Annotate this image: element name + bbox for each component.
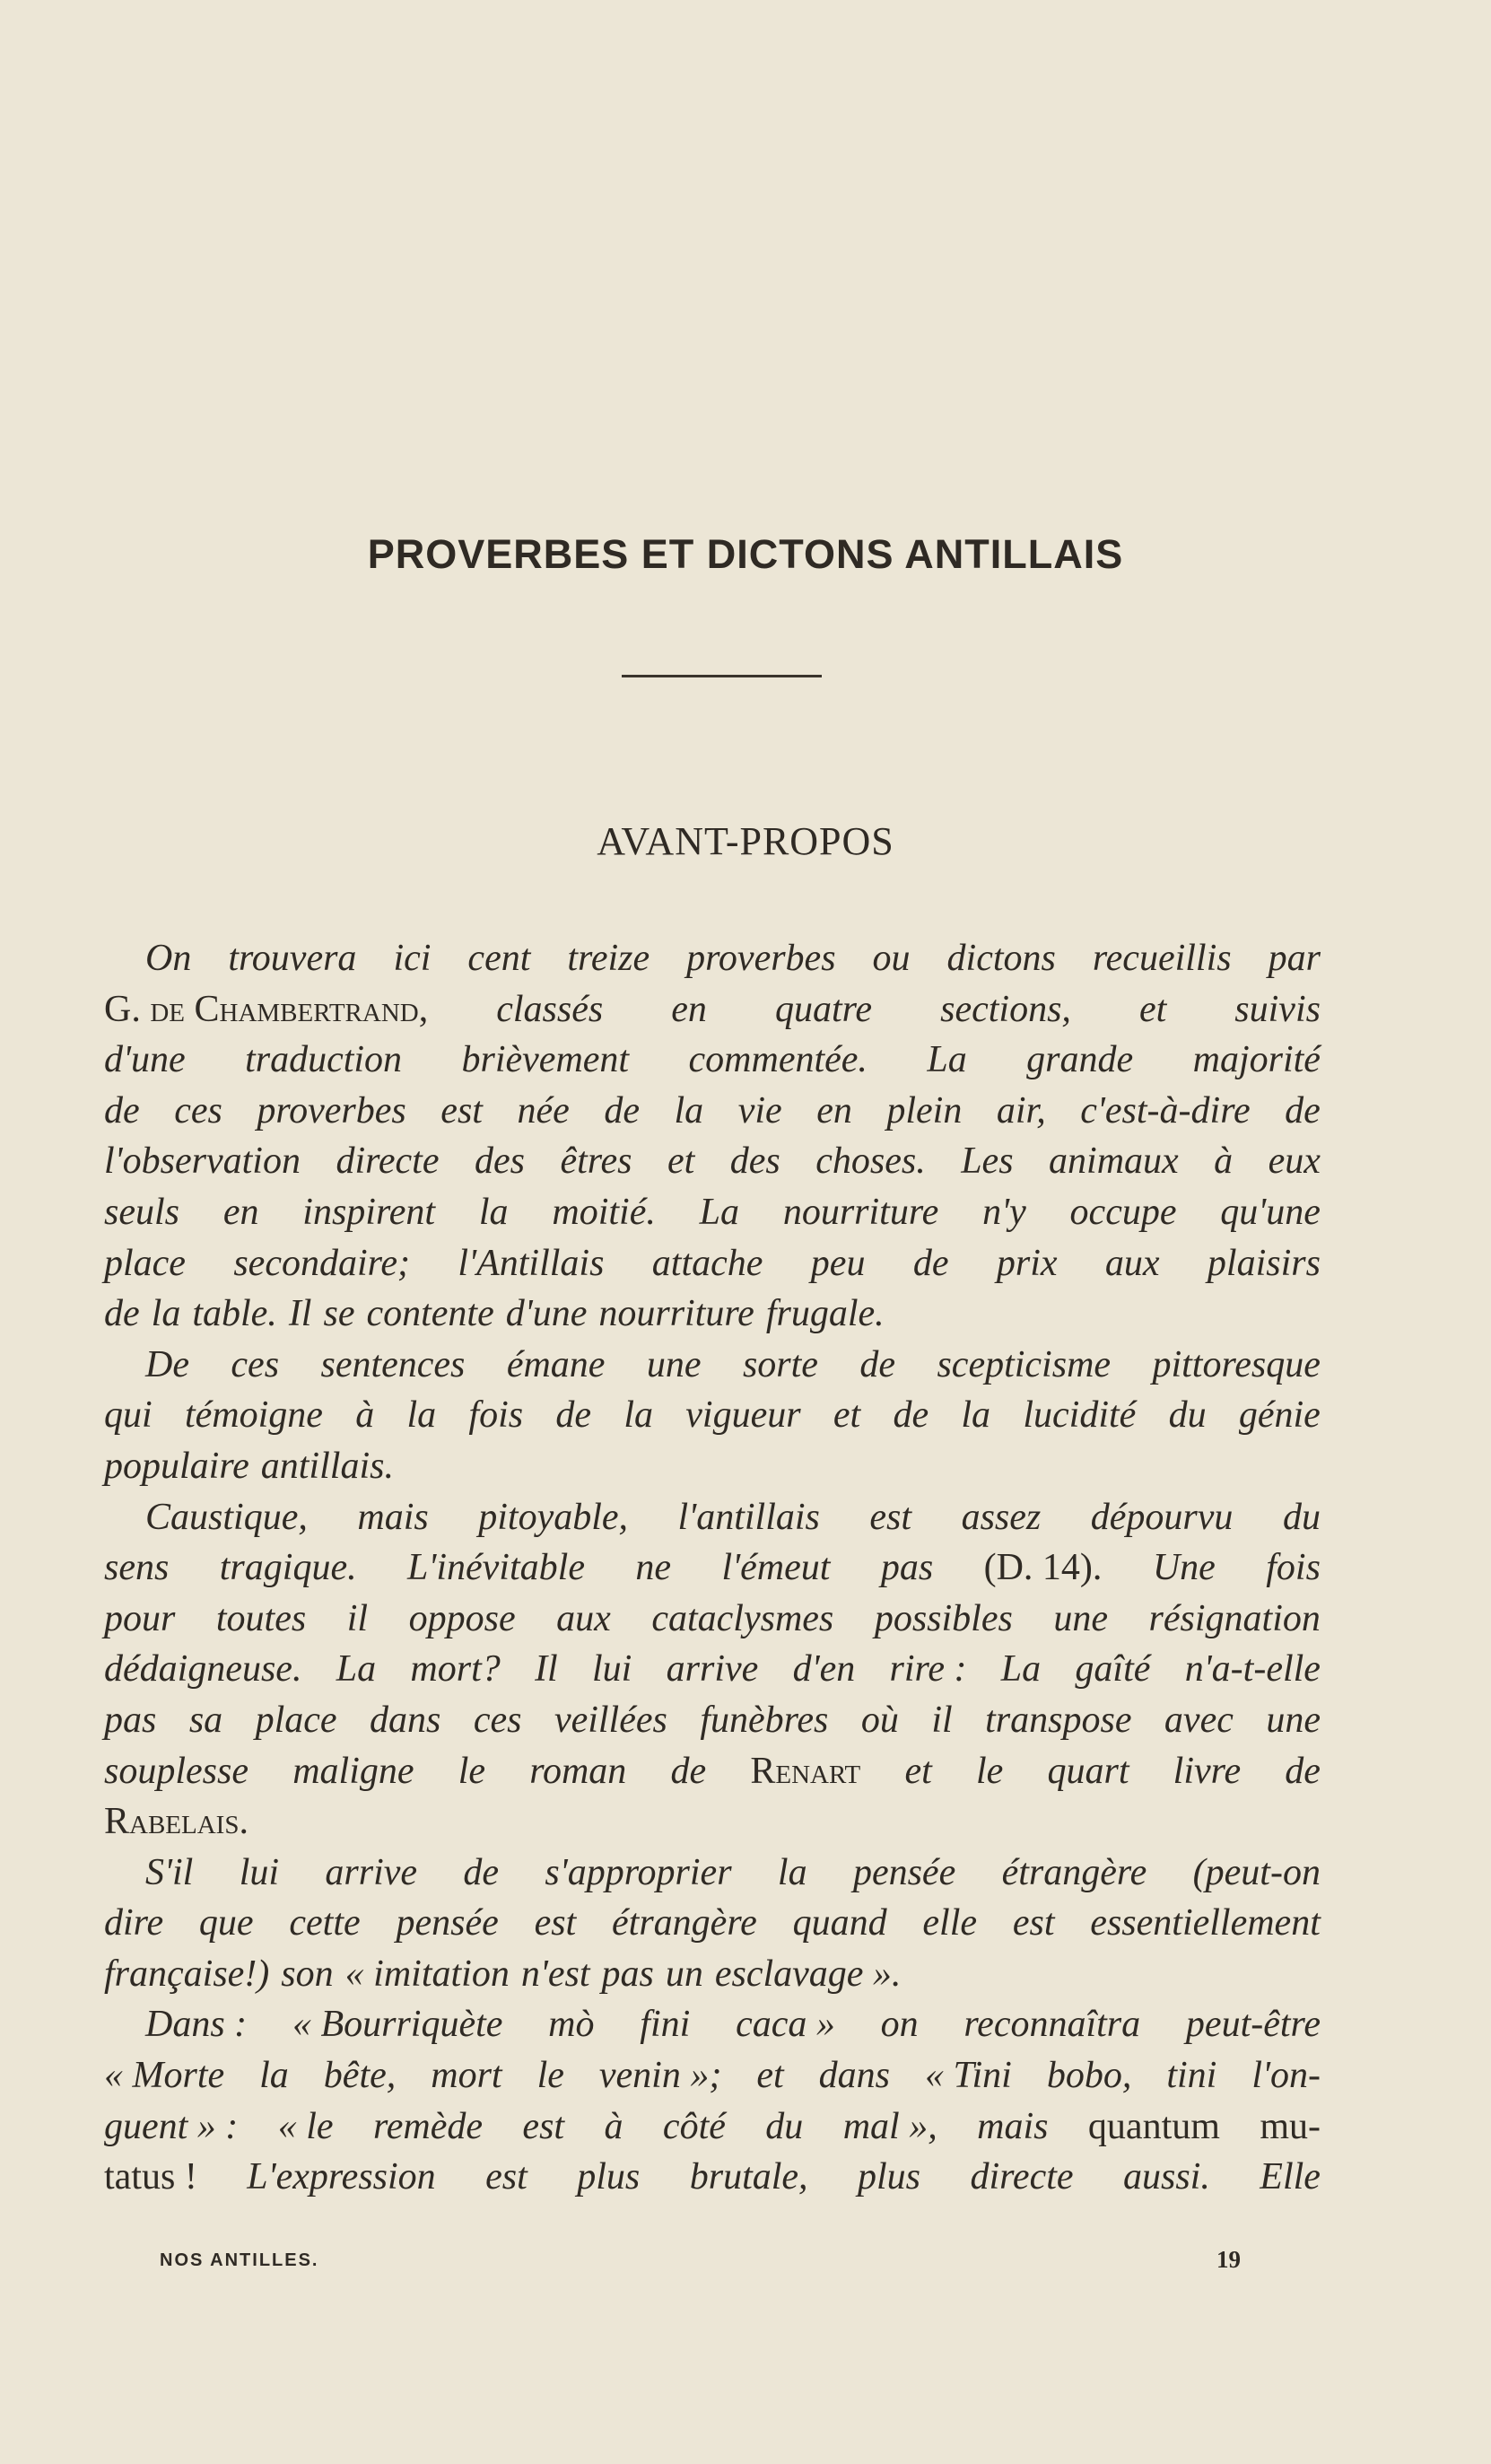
word: treize [567, 938, 650, 979]
word: secondaire; [233, 1242, 411, 1284]
word: mò [548, 2004, 595, 2046]
word: ne [635, 1547, 672, 1589]
word: commentée. [688, 1039, 868, 1081]
word: du [765, 2105, 804, 2147]
word: dédaigneuse. [104, 1648, 302, 1691]
word: seuls [104, 1191, 179, 1233]
word: De [145, 1343, 189, 1385]
word: l'antillais [677, 1496, 820, 1538]
text-line [104, 1898, 1321, 1949]
word: sorte [742, 1343, 818, 1385]
word: arrive [666, 1648, 759, 1691]
word: n'a-t-elle [1184, 1648, 1321, 1691]
word: la [259, 2055, 289, 2097]
word: du [1282, 1496, 1321, 1538]
word: pensée [396, 1902, 499, 1944]
word: proverbes [686, 938, 836, 979]
text-line [104, 1390, 1321, 1441]
word: émane [506, 1343, 606, 1385]
word: (peut-on [1192, 1851, 1321, 1893]
word: dépourvu [1090, 1496, 1234, 1538]
word: de [912, 1242, 949, 1284]
body-text [104, 933, 1321, 2203]
word: directe [970, 2156, 1074, 2198]
word: plus [577, 2156, 641, 2198]
word: côté [662, 2105, 726, 2147]
word: suivis [1234, 988, 1321, 1030]
word: n'y [982, 1191, 1026, 1233]
word: française!) [104, 1953, 270, 1995]
word: nourriture [598, 1293, 754, 1335]
word: mais [357, 1496, 429, 1538]
word: vigueur [685, 1394, 801, 1437]
word: « Morte [104, 2055, 225, 2097]
word: livre [1173, 1750, 1242, 1792]
word: où [860, 1699, 899, 1741]
word: de [104, 1089, 140, 1132]
word: tatus ! [104, 2156, 197, 2198]
word: en [222, 1191, 259, 1233]
word: mal », [842, 2105, 937, 2147]
word: Il [535, 1648, 558, 1691]
word: nourriture [782, 1191, 939, 1233]
text-line [104, 2152, 1321, 2203]
word: bête, [323, 2055, 397, 2097]
word: frugale. [765, 1293, 885, 1335]
text-line [104, 1949, 1321, 2000]
word: place [255, 1699, 337, 1741]
word: un [665, 1953, 703, 1995]
word: populaire [104, 1445, 249, 1487]
word: (D. 14). [983, 1547, 1103, 1589]
word: vie [737, 1089, 782, 1132]
word: choses. [815, 1140, 926, 1183]
word: l'observation [104, 1140, 301, 1183]
word: est [485, 2156, 528, 2198]
word: Rabelais. [104, 1801, 248, 1843]
text-line [104, 1441, 1321, 1492]
word: ces [174, 1089, 222, 1132]
word: funèbres [700, 1699, 829, 1741]
word: pas [880, 1547, 934, 1589]
word: rire : [889, 1648, 967, 1691]
word: fois [468, 1394, 524, 1437]
word: génie [1238, 1394, 1321, 1437]
word: est [440, 1089, 483, 1132]
word: Caustique, [145, 1496, 308, 1538]
word: dictons [946, 938, 1056, 979]
text-line [104, 933, 1321, 984]
word: Une [1152, 1547, 1216, 1589]
word: mort [431, 2055, 502, 2097]
word: « imitation [344, 1953, 510, 1995]
title-divider [622, 675, 822, 677]
word: moitié. [552, 1191, 656, 1233]
text-line [104, 1086, 1321, 1137]
text-line [104, 1796, 1321, 1848]
word: et [756, 2055, 784, 2097]
word: trouvera [228, 938, 357, 979]
footer-signature: NOS ANTILLES. [160, 2250, 319, 2270]
word: reconnaîtra [963, 2004, 1141, 2046]
word: fini [640, 2004, 691, 2046]
word: quart [1047, 1750, 1129, 1792]
word: se [323, 1293, 355, 1335]
word: L'expression [247, 2156, 436, 2198]
word: oppose [408, 1597, 516, 1639]
word: sens [104, 1547, 170, 1589]
text-line [104, 1999, 1321, 2050]
text-line [104, 1238, 1321, 1289]
text-line [104, 1289, 1321, 1340]
word: plus [858, 2156, 921, 2198]
word: de [1285, 1750, 1321, 1792]
word: d'en [792, 1648, 856, 1691]
word: caca » [736, 2004, 835, 2046]
word: La [1000, 1648, 1042, 1691]
text-line [104, 1035, 1321, 1086]
word: du [1168, 1394, 1207, 1437]
word: « le [277, 2105, 334, 2147]
word: scepticisme [937, 1343, 1112, 1385]
word: Elle [1260, 2156, 1321, 2198]
word: on [880, 2004, 919, 2046]
word: roman [529, 1750, 627, 1792]
text-line [104, 2101, 1321, 2153]
word: une [646, 1343, 702, 1385]
word: sa [188, 1699, 223, 1741]
word: peut-être [1185, 2004, 1321, 2046]
word: Les [961, 1140, 1014, 1183]
word: essentiellement [1090, 1902, 1321, 1944]
text-line [104, 1848, 1321, 1899]
word: pittoresque [1152, 1343, 1321, 1385]
word: quantum [1087, 2105, 1220, 2147]
word: gaîté [1075, 1648, 1151, 1691]
section-heading: AVANT-PROPOS [597, 819, 894, 863]
word: l'émeut [721, 1547, 831, 1589]
word: ici [393, 938, 432, 979]
word: On [145, 938, 192, 979]
word: de [463, 1851, 500, 1893]
word: aux [1104, 1242, 1160, 1284]
word: est [1012, 1902, 1055, 1944]
word: aux [556, 1597, 611, 1639]
word: Renart [750, 1750, 861, 1792]
word: S'il [145, 1851, 194, 1893]
word: l'on- [1251, 2055, 1321, 2097]
word: n'est [520, 1953, 590, 1995]
word: que [198, 1902, 254, 1944]
word: lucidité [1023, 1394, 1137, 1437]
word: animaux [1049, 1140, 1179, 1183]
word: directe [336, 1140, 440, 1183]
word: arrive [325, 1851, 418, 1893]
text-line [104, 1492, 1321, 1543]
word: et [833, 1394, 861, 1437]
word: mort? [410, 1648, 501, 1691]
word: tini [1166, 2055, 1217, 2097]
word: de [893, 1394, 929, 1437]
word: est [869, 1496, 912, 1538]
word: transpose [985, 1699, 1132, 1741]
word: l'Antillais [458, 1242, 605, 1284]
word: mu- [1260, 2105, 1321, 2147]
word: il [931, 1699, 953, 1741]
word: cataclysmes [651, 1597, 834, 1639]
word: plein [886, 1089, 963, 1132]
text-line [104, 1695, 1321, 1746]
word: La [699, 1191, 740, 1233]
word: à [604, 2105, 623, 2147]
word: lui [592, 1648, 632, 1691]
text-line [104, 1340, 1321, 1391]
word: cent [467, 938, 531, 979]
word: de [104, 1293, 140, 1335]
page-number: 19 [1216, 2246, 1241, 2273]
word: dans [370, 1699, 441, 1741]
word: place [104, 1242, 186, 1284]
word: proverbes [257, 1089, 406, 1132]
word: s'approprier [545, 1851, 732, 1893]
word: majorité [1192, 1039, 1321, 1081]
text-line [104, 984, 1321, 1035]
word: pas [104, 1699, 157, 1741]
word: venin »; [598, 2055, 722, 2097]
word: quatre [774, 988, 873, 1030]
word: eux [1268, 1140, 1321, 1183]
word: de [670, 1750, 707, 1792]
word: il [346, 1597, 369, 1639]
page-title: PROVERBES ET DICTONS ANTILLAIS [367, 531, 1124, 577]
text-line [104, 1644, 1321, 1695]
word: et [667, 1140, 695, 1183]
word: mais [977, 2105, 1049, 2147]
word: traduction [245, 1039, 403, 1081]
word: peu [810, 1242, 866, 1284]
text-line [104, 1187, 1321, 1238]
word: qu'une [1220, 1191, 1321, 1233]
word: et [1138, 988, 1167, 1030]
word: inspirent [302, 1191, 436, 1233]
word: la [623, 1394, 653, 1437]
word: la [478, 1191, 509, 1233]
word: dans [818, 2055, 890, 2097]
word: c'est-à-dire [1080, 1089, 1251, 1132]
word: remède [372, 2105, 483, 2147]
text-line [104, 1542, 1321, 1594]
word: ces [473, 1699, 522, 1741]
word: le [458, 1750, 485, 1792]
word: « Bourriquète [292, 2004, 503, 2046]
word: veillées [554, 1699, 667, 1741]
word: témoigne [184, 1394, 323, 1437]
word: pour [104, 1597, 176, 1639]
text-line [104, 1746, 1321, 1797]
word: attache [651, 1242, 763, 1284]
word: plaisirs [1207, 1242, 1321, 1284]
word: le [536, 2055, 564, 2097]
word: la [777, 1851, 807, 1893]
word: à [1214, 1140, 1234, 1183]
word: occupe [1069, 1191, 1177, 1233]
word: L'inévitable [407, 1547, 585, 1589]
text-line [104, 2050, 1321, 2101]
word: qui [104, 1394, 153, 1437]
word: possibles [874, 1597, 1013, 1639]
word: guent » : [104, 2105, 239, 2147]
word: étrangère [1001, 1851, 1147, 1893]
word: antillais. [260, 1445, 394, 1487]
word: d'une [505, 1293, 588, 1335]
word: fois [1266, 1547, 1321, 1589]
word: de [1285, 1089, 1321, 1132]
word: recueillis [1092, 938, 1232, 979]
word: ou [872, 938, 911, 979]
word: la [151, 1293, 181, 1335]
word: de [859, 1343, 896, 1385]
word: née [517, 1089, 570, 1132]
word: assez [961, 1496, 1042, 1538]
word: sections, [940, 988, 1071, 1030]
word: quand [792, 1902, 887, 1944]
word: contente [366, 1293, 494, 1335]
word: souplesse [104, 1750, 248, 1792]
word: pensée [852, 1851, 956, 1893]
word: pas [601, 1953, 654, 1995]
word: grande [1026, 1039, 1134, 1081]
word: bobo, [1046, 2055, 1132, 2097]
word: est [522, 2105, 565, 2147]
word: avec [1164, 1699, 1234, 1741]
word: prix [996, 1242, 1058, 1284]
word: cette [289, 1902, 361, 1944]
word: la [674, 1089, 704, 1132]
word: air, [996, 1089, 1046, 1132]
word: Dans : [145, 2004, 248, 2046]
word: à [355, 1394, 375, 1437]
word: en [671, 988, 707, 1030]
word: ces [231, 1343, 280, 1385]
word: esclavage ». [714, 1953, 902, 1995]
word: La [336, 1648, 377, 1691]
word: maligne [292, 1750, 414, 1792]
word: par [1268, 938, 1321, 979]
word: des [729, 1140, 780, 1183]
word: elle [922, 1902, 978, 1944]
word: dire [104, 1902, 164, 1944]
word: brutale, [689, 2156, 808, 2198]
word: d'une [104, 1039, 186, 1081]
word: des [474, 1140, 525, 1183]
word: le [975, 1750, 1004, 1792]
word: aussi. [1122, 2156, 1210, 2198]
word: en [816, 1089, 852, 1132]
word: est [534, 1902, 577, 1944]
word: la [406, 1394, 437, 1437]
word: êtres [560, 1140, 632, 1183]
word: La [927, 1039, 967, 1081]
word: de [604, 1089, 640, 1132]
word: la [961, 1394, 991, 1437]
word: classés [496, 988, 604, 1030]
word: toutes [215, 1597, 307, 1639]
word: tragique. [219, 1547, 357, 1589]
word: étrangère [612, 1902, 757, 1944]
word: et [904, 1750, 932, 1792]
word: brièvement [461, 1039, 630, 1081]
word: de [555, 1394, 592, 1437]
word: une [1053, 1597, 1109, 1639]
word: résignation [1148, 1597, 1321, 1639]
word: Il [288, 1293, 312, 1335]
word: pitoyable, [478, 1496, 629, 1538]
word: « Tini [924, 2055, 1012, 2097]
word: table. [192, 1293, 277, 1335]
word: sentences [320, 1343, 466, 1385]
word: lui [239, 1851, 280, 1893]
text-line [104, 1594, 1321, 1645]
word: une [1266, 1699, 1321, 1741]
word: son [281, 1953, 334, 1995]
word: G. de Chambertrand, [104, 988, 429, 1030]
text-line [104, 1136, 1321, 1187]
